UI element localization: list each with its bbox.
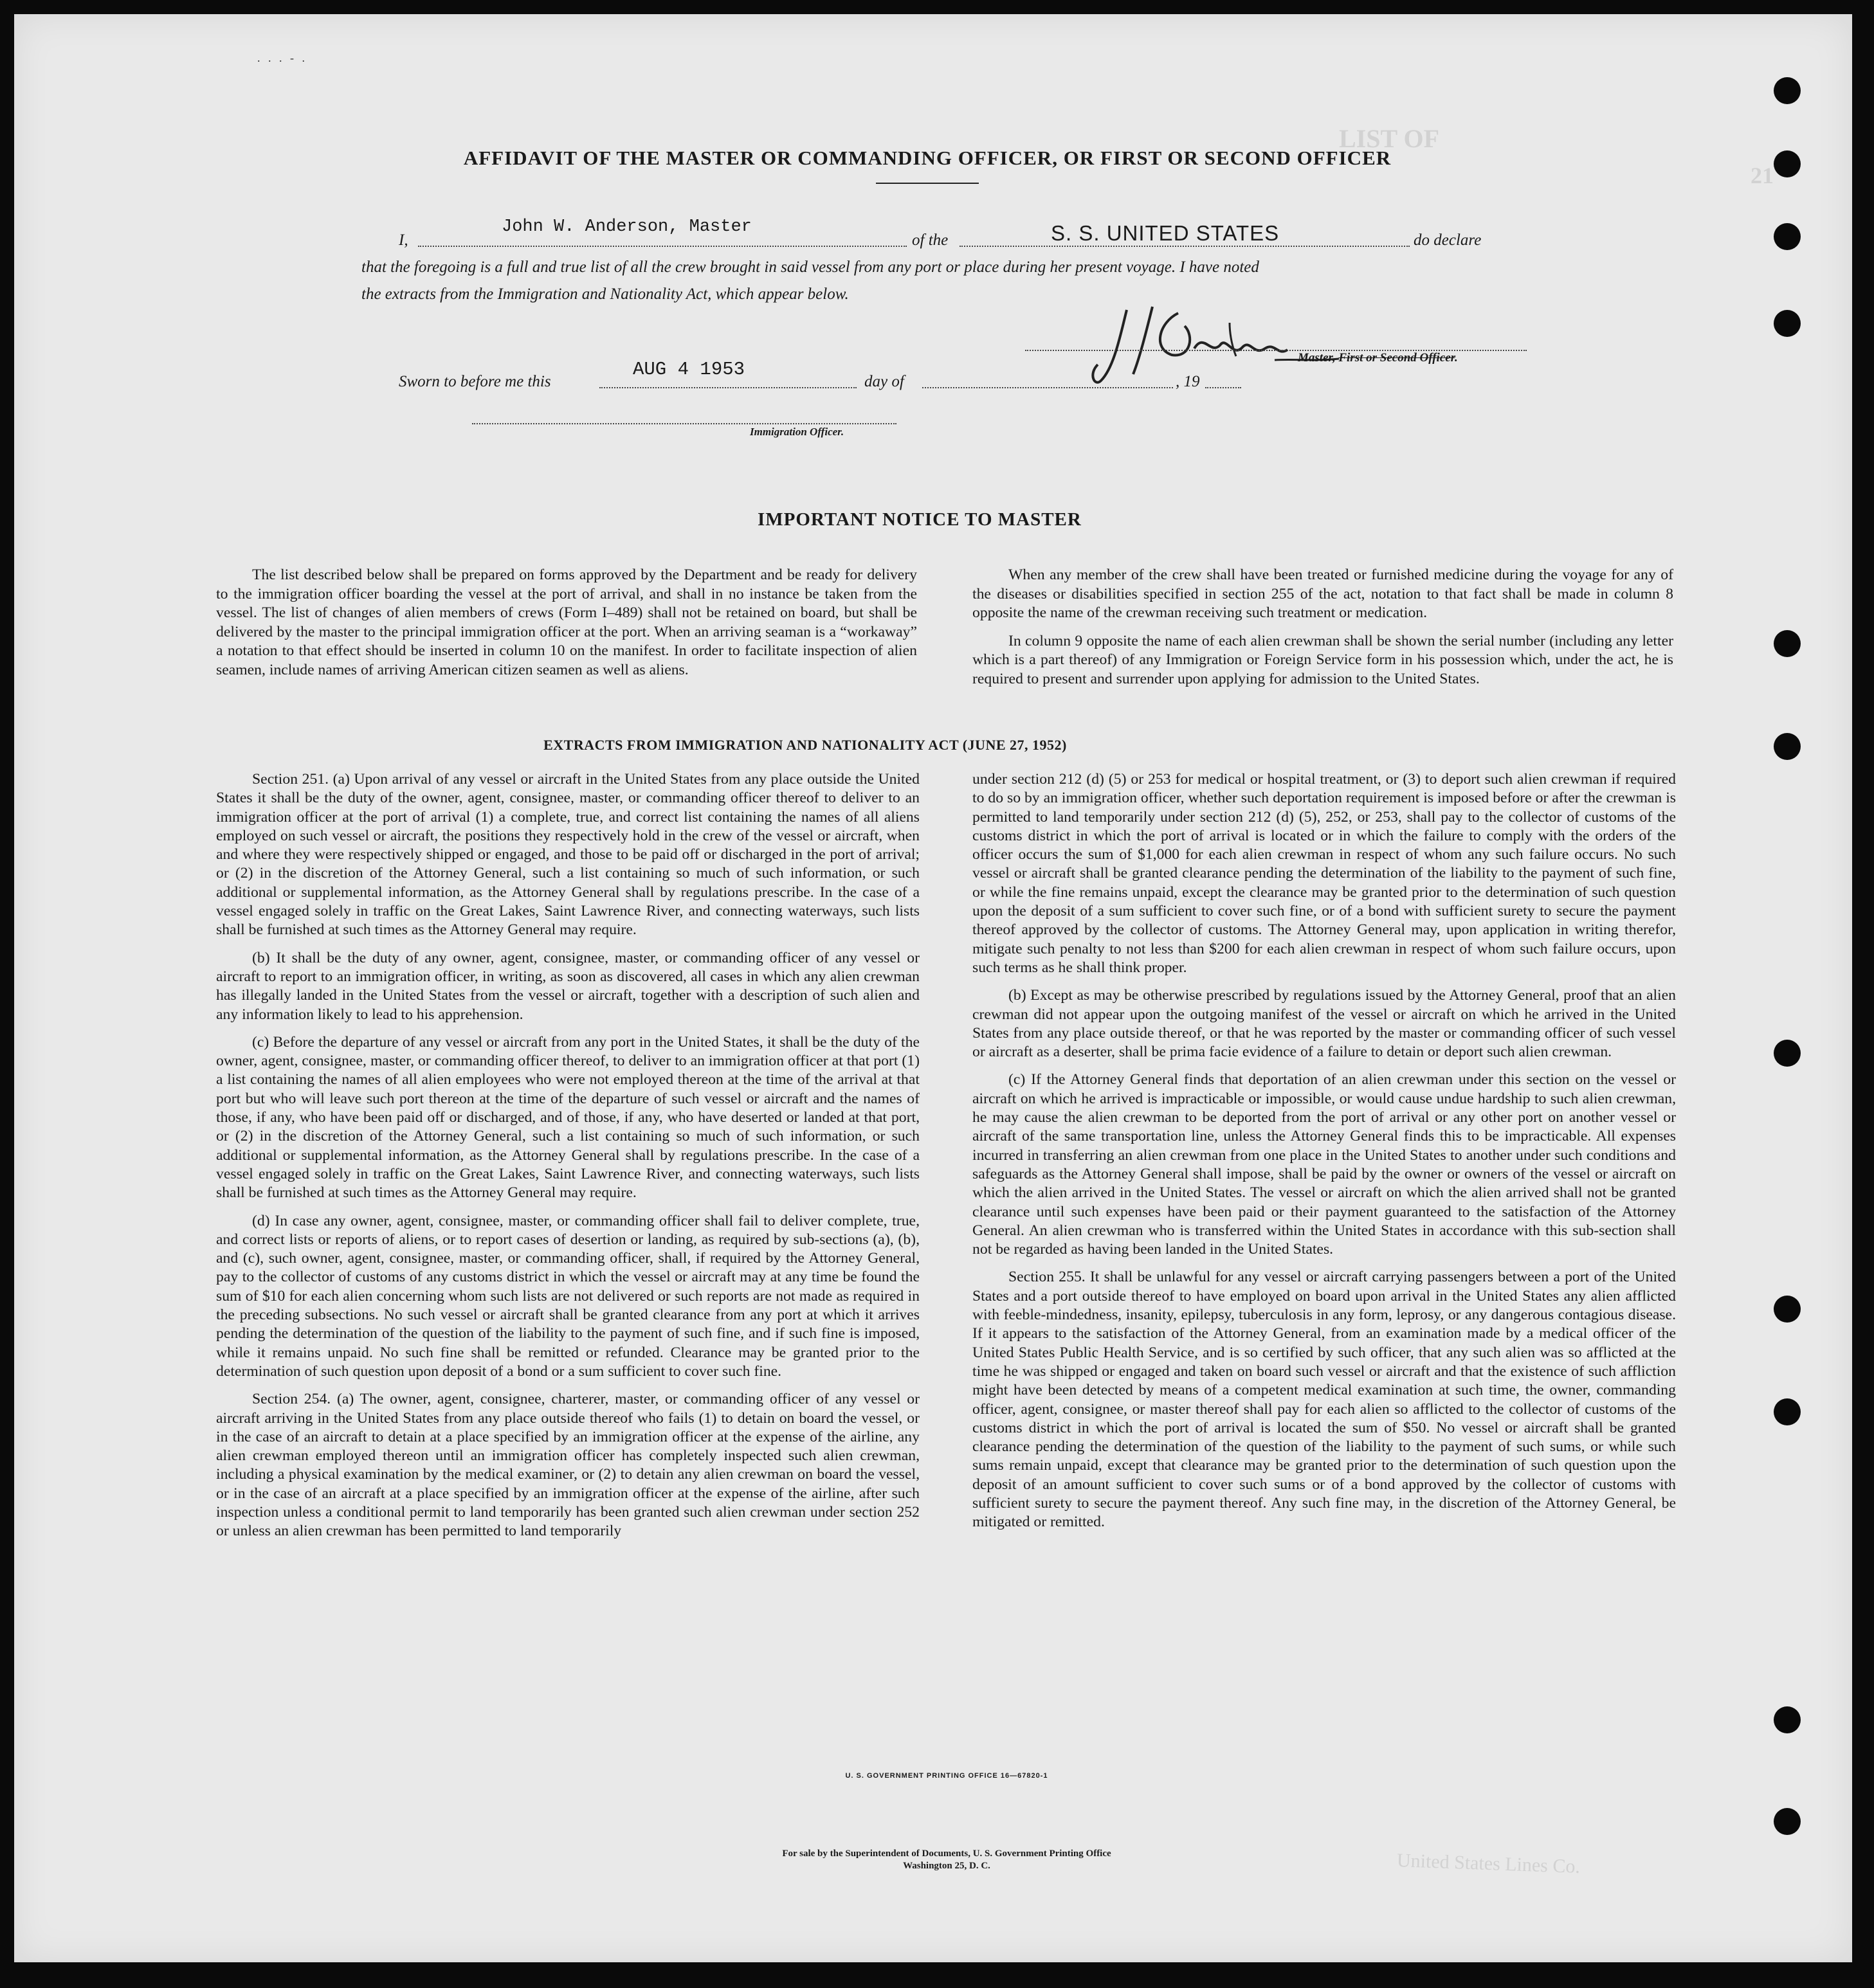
sworn-date-stamp: AUG 4 1953	[633, 359, 745, 380]
sworn-label: Sworn to before me this	[399, 373, 551, 390]
officer-name-line	[418, 246, 907, 247]
notice-right-paragraph-2: In column 9 opposite the name of each alien crewman shall be shown the serial number (including any letter which is a part thereof) of any Immigration or Foreign Service form in his possession which, under the act, he is required to present and surrender upon applying for admission to the United States.	[972, 632, 1673, 687]
binder-hole	[1774, 223, 1801, 250]
signature-drawing	[1082, 297, 1365, 393]
notice-right-column	[972, 566, 1673, 689]
notice-left-column	[216, 566, 917, 680]
bleed-through-text: 21	[1751, 163, 1774, 188]
extracts-left-column	[216, 770, 920, 1541]
sworn-date-line	[599, 387, 857, 388]
section-254b: (b) Except as may be otherwise prescribed by regulations issued by the Attorney General, proof that an alien crewman did not appear upon the outgoing manifest of the vessel or aircraft on which he arrived in the United States from any place outside thereof, or that he was reported by the master or commanding officer of such vessel or aircraft as a deserter, shall be prima facie evidence of a failure to detain or deport such alien crewman.	[972, 987, 1676, 1061]
binder-hole	[1774, 1398, 1801, 1425]
signature-label-struck: First or Second Officer	[1338, 351, 1455, 365]
sale-notice-line-1: For sale by the Superintendent of Documents, U. S. Government Printing Office	[782, 1848, 1111, 1859]
do-declare-label: do declare	[1414, 231, 1482, 249]
i-label: I,	[399, 231, 408, 249]
day-of-label: day of	[864, 373, 904, 390]
sale-notice	[657, 1848, 1236, 1872]
signature-label-master: Master,	[1298, 351, 1339, 365]
notice-right-paragraph-1: When any member of the crew shall have been treated or furnished medicine during the voyage for any of the diseases or disabilities specified in section 255 of the act, notation to that fact shall be made in column 8 opposite the name of the crewman receiving such treatment or medication.	[972, 566, 1673, 621]
binder-hole	[1774, 1040, 1801, 1067]
binder-hole	[1774, 630, 1801, 657]
section-251a: Section 251. (a) Upon arrival of any vessel or aircraft in the United States from any place outside the United States it shall be the duty of the owner, agent, consignee, master, or commanding officer thereof to deliver to an immigration officer at the port of arrival (1) a complete, true, and correct list containing the names of all aliens employed on such vessel or aircraft, the positions they respectively hold in the crew of the vessel or aircraft, when and where they were respectively shipped or engaged, and those to be paid off or discharged in the port of arrival; or (2) in the discretion of the Attorney General, such a list containing so much of such information, or such additional or supplemental information, as the Attorney General shall by regulations prescribe. In the case of a vessel engaged solely in traffic on the Great Lakes, Saint Lawrence River, and connecting waterways, such lists shall be furnished at such times as the Attorney General may require.	[216, 771, 920, 939]
title-underline	[876, 183, 979, 184]
immigration-officer-line	[472, 423, 896, 424]
year-label: , 19	[1176, 373, 1200, 390]
sale-notice-line-2: Washington 25, D. C.	[903, 1861, 990, 1871]
binder-hole	[1774, 310, 1801, 337]
officer-name: John W. Anderson, Master	[502, 217, 752, 237]
top-edge-mark: . . . - .	[257, 51, 307, 64]
vessel-name: S. S. UNITED STATES	[1051, 221, 1280, 245]
binder-hole	[1774, 150, 1801, 177]
section-251c: (c) Before the departure of any vessel or aircraft from any port in the United States, it shall be the duty of the owner, agent, consignee, master, or commanding officer thereof, to deliver to an immigration officer at that port (1) a list containing the names of all alien employees who were not employed thereon at the time of the arrival at that port but who will leave such port thereon at the time of the departure of such vessel or aircraft and the names of those, if any, who have been paid off or discharged, and of those, if any, who have deserted or landed at that port, or (2) in the discretion of the Attorney General, such a list containing so much of such information, or such additional or supplemental information, as the Attorney General shall by regulations prescribe. In the case of a vessel engaged solely in traffic on the Great Lakes, Saint Lawrence River, and connecting waterways, such lists shall be furnished at such times as the Attorney General may require.	[216, 1033, 920, 1202]
month-line	[922, 387, 1173, 388]
affidavit-title: AFFIDAVIT OF THE MASTER OR COMMANDING OFFICER, OR FIRST OR SECOND OFFICER	[463, 147, 1392, 169]
signature-label-end: .	[1455, 351, 1458, 365]
extracts-title: EXTRACTS FROM IMMIGRATION AND NATIONALITY ACT (JUNE 27, 1952)	[543, 737, 1067, 753]
of-the-label: of the	[912, 231, 949, 249]
section-254a-continued: under section 212 (d) (5) or 253 for medical or hospital treatment, or (3) to deport such alien crewman if required to do so by an immigration officer, whether such deportation requirement is imposed before or after the crewman is permitted to land temporarily under section 212 (d) (5), 252, or 253, shall pay to the collector of customs of the customs district in which the port of arrival is located or in which the failure to comply with the orders of the officer occurs the sum of $1,000 for each alien crewman in respect of whom any such failure occurs. No such vessel or aircraft shall be granted clearance pending the determination of the liability to the payment of such fine, or while the fine remains unpaid, except the clearance may be granted prior to the determination of such question upon the deposit of a sum sufficient to cover such fine, or of a bond with sufficient surety to secure the payment thereof approved by the collector of customs. The Attorney General may, upon application in writing therefor, mitigate such penalty to not less than $200 for each alien crewman in respect of whom such failure occurs, upon such terms as he shall think proper.	[972, 771, 1676, 976]
year-line	[1205, 387, 1241, 388]
binder-hole	[1774, 77, 1801, 104]
bleed-through-text: LIST OF	[1339, 124, 1439, 153]
bleed-through-text: United States Lines Co.	[1396, 1850, 1581, 1877]
immigration-officer-label: Immigration Officer.	[750, 426, 844, 438]
master-signature	[1082, 297, 1365, 393]
binder-hole	[1774, 1706, 1801, 1733]
declaration-line-2: the extracts from the Immigration and Nationality Act, which appear below.	[361, 285, 849, 303]
notice-title: IMPORTANT NOTICE TO MASTER	[758, 509, 1082, 530]
section-254a: Section 254. (a) The owner, agent, consignee, charterer, master, or commanding officer of any vessel or aircraft arriving in the United States from any place outside thereof who fails (1) to detain on board the vessel, or in the case of an aircraft to detain at a place specified by an immigration officer at the expense of the airline, any alien crewman employed thereon until an immigration officer has completely inspected such alien crewman, including a physical examination by the medical examiner, or (2) to detain any alien crewman on board the vessel, or in the case of an aircraft at a place specified by an immigration officer at the expense of the airline, after such inspection unless a conditional permit to land temporarily has been granted such alien crewman under section 252 or unless an alien crewman has been permitted to land temporarily	[216, 1391, 920, 1540]
signature-label	[1298, 351, 1458, 365]
document-page	[14, 14, 1852, 1962]
vessel-name-line	[960, 246, 1410, 247]
binder-hole	[1774, 733, 1801, 760]
binder-hole	[1774, 1808, 1801, 1835]
binder-hole	[1774, 1296, 1801, 1323]
section-251d: (d) In case any owner, agent, consignee, master, or commanding officer shall fail to deliver complete, true, and correct lists or reports of aliens, or to report cases of desertion or landing, as required by sub-sections (a), (b), and (c), such owner, agent, consignee, master, or commanding officer, shall, if required by the Attorney General, pay to the collector of customs of any customs district in which the vessel or aircraft may at any time be found the sum of $10 for each alien concerning whom such lists are not delivered or such reports are not made as required in the preceding subsections. No such vessel or aircraft shall be granted clearance from any port at which it arrives pending the determination of the question of the liability to the payment of such fine, and if such fine is imposed, while it remains unpaid. No such fine shall be remitted or refunded. Clearance may be granted prior to the determination of such question upon deposit of a bond or a sum sufficient to cover such fine.	[216, 1212, 920, 1380]
declaration-line-1: that the foregoing is a full and true list of all the crew brought in said vessel from any port or place during her present voyage. I have noted	[361, 258, 1259, 276]
extracts-right-column	[972, 770, 1676, 1532]
printing-office-line: U. S. GOVERNMENT PRINTING OFFICE 16—67820-1	[845, 1772, 1048, 1780]
section-254c: (c) If the Attorney General finds that deportation of an alien crewman under this section on the vessel or aircraft on which he arrived is impracticable or impossible, or would cause undue hardship to such alien crewman, he may cause the alien crewman to be deported from the port of arrival or any other port on another vessel or aircraft of the same transportation line, unless the Attorney General finds this to be impracticable. All expenses incurred in transferring an alien crewman from one place in the United States to another under such conditions and safeguards as the Attorney General shall impose, shall be paid by the owner or owners of the vessel or aircraft on which the alien arrived in the United States. The vessel or aircraft on which the alien arrived shall not be granted clearance until such expenses have been paid or their payment guaranteed to the satisfaction of the Attorney General. An alien crewman who is transferred within the United States in accordance with this sub-section shall not be regarded as having been landed in the United States.	[972, 1071, 1676, 1258]
notice-left-paragraph: The list described below shall be prepared on forms approved by the Department and be ready for delivery to the immigration officer boarding the vessel at the port of arrival, and shall in no instance be taken from the vessel. The list of changes of alien members of crews (Form I–489) shall not be retained on board, but shall be delivered by the master to the principal immigration officer at the port. When an arriving seaman is a “workaway” a notation to that effect should be inserted in column 10 on the manifest. In order to facilitate inspection of alien seamen, include names of arriving American citizen seamen as well as aliens.	[216, 566, 917, 678]
section-251b: (b) It shall be the duty of any owner, agent, consignee, master, or commanding officer of any vessel or aircraft to report to an immigration officer, in writing, as soon as discovered, all cases in which any alien crewman has illegally landed in the United States from the vessel or aircraft, together with a description of such alien and any information likely to lead to his apprehension.	[216, 949, 920, 1023]
section-255: Section 255. It shall be unlawful for any vessel or aircraft carrying passengers between a port of the United States and a port outside thereof to have employed on board upon arrival in the United States any alien afflicted with feeble-mindedness, insanity, epilepsy, tuberculosis in any form, leprosy, or any dangerous contagious disease. If it appears to the satisfaction of the Attorney General, from an examination made by a medical officer of the United States Public Health Service, and is so certified by such officer, that any such alien was so afflicted at the time he was shipped or engaged and taken on board such vessel or aircraft and that the existence of such affliction might have been detected by means of a competent medical examination at such time, the owner, commanding officer, agent, consignee, or master thereof shall pay for each alien so afflicted to the collector of customs of the customs district in which the port of arrival is located the sum of $50. No vessel or aircraft shall be granted clearance pending the determination of the question of the liability to the payment of such sums, or while such sums remain unpaid, except that clearance may be granted prior to the determination of such question upon the deposit of an amount sufficient to cover such sums or of a bond approved by the collector of customs with sufficient surety to secure the payment thereof. Any such fine may, in the discretion of the Attorney General, be mitigated or remitted.	[972, 1269, 1676, 1531]
